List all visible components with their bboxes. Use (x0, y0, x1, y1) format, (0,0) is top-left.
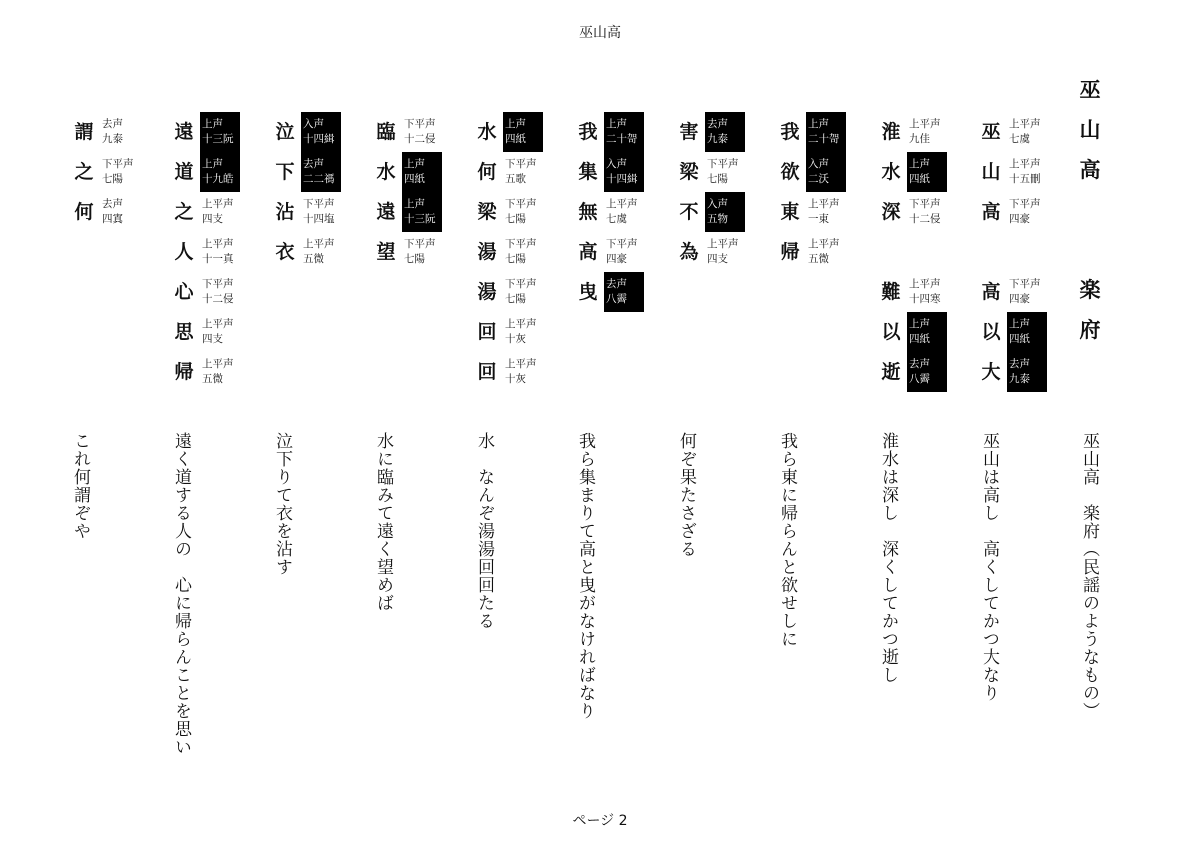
oblique-tone-label (402, 192, 442, 232)
poem-character: 山 (981, 161, 1001, 183)
poem-column (473, 112, 563, 402)
rhyme-group: 五微 (202, 373, 223, 385)
rhyme-group: 七陽 (505, 213, 526, 225)
character-cell (977, 152, 1067, 192)
tone-category: 下平声 (606, 238, 638, 250)
rhyme-group: 八霽 (606, 293, 627, 305)
poem-character: 帰 (780, 241, 800, 263)
tone-category: 去声 (303, 158, 324, 170)
character-cell (170, 112, 260, 152)
character-cell (877, 192, 967, 232)
level-tone-label (402, 232, 442, 272)
tone-category: 上平声 (202, 318, 234, 330)
tone-category: 下平声 (202, 278, 234, 290)
rhyme-group: 二十哿 (808, 133, 840, 145)
character-cell (372, 232, 462, 272)
character-cell (877, 272, 967, 312)
tone-category: 去声 (102, 198, 123, 210)
tone-category: 入声 (808, 158, 829, 170)
level-tone-label (1007, 152, 1047, 192)
poem-character: 深 (881, 201, 901, 223)
rhyme-group: 十九皓 (202, 173, 234, 185)
character-cell (977, 312, 1067, 352)
oblique-tone-label (604, 152, 644, 192)
level-tone-label (705, 152, 745, 192)
level-tone-label (200, 192, 240, 232)
rhyme-group: 九泰 (102, 133, 123, 145)
poem-character: 害 (679, 121, 699, 143)
rhyme-group: 七陽 (707, 173, 728, 185)
oblique-tone-label (907, 312, 947, 352)
poem-character: 沾 (275, 201, 295, 223)
rhyme-group: 十四塩 (303, 213, 335, 225)
oblique-tone-label (200, 112, 240, 152)
level-tone-label (604, 192, 644, 232)
heading-char: 山 (1079, 117, 1101, 142)
poem-character: 高 (981, 281, 1001, 303)
heading-char: 府 (1079, 317, 1101, 342)
rhyme-group: 七虞 (1009, 133, 1030, 145)
level-tone-label (200, 272, 240, 312)
tone-category: 入声 (707, 198, 728, 210)
poem-character: 回 (477, 361, 497, 383)
character-cell (977, 112, 1067, 152)
poem-character: 大 (981, 361, 1001, 383)
character-cell (675, 192, 765, 232)
rhyme-group: 十二侵 (909, 213, 941, 225)
character-cell (271, 112, 361, 152)
oblique-tone-label (503, 112, 543, 152)
poem-character: 遠 (376, 201, 396, 223)
level-tone-label (503, 232, 543, 272)
tone-category: 上平声 (202, 238, 234, 250)
poem-column (271, 112, 361, 402)
tone-category: 去声 (707, 118, 728, 130)
character-cell (170, 272, 260, 312)
poem-character: 湯 (477, 281, 497, 303)
character-cell (675, 232, 765, 272)
level-tone-label (1007, 272, 1047, 312)
tone-category: 上声 (404, 158, 425, 170)
level-tone-label (100, 152, 140, 192)
oblique-tone-label (907, 152, 947, 192)
poem-character: 水 (477, 121, 497, 143)
tone-category: 上平声 (606, 198, 638, 210)
oblique-tone-label (1007, 352, 1047, 392)
rhyme-group: 四支 (202, 213, 223, 225)
tone-category: 上平声 (909, 278, 941, 290)
tone-category: 下平声 (505, 158, 537, 170)
level-tone-label (200, 312, 240, 352)
level-tone-label (604, 232, 644, 272)
rhyme-group: 二二禡 (303, 173, 335, 185)
poem-character: 思 (174, 321, 194, 343)
tone-category: 上声 (404, 198, 425, 210)
tone-category: 上平声 (909, 118, 941, 130)
rhyme-group: 十三阮 (404, 213, 436, 225)
page-title: 巫山高 (579, 25, 621, 41)
poem-column (170, 112, 260, 402)
translation-line: 巫山高 楽府（民謡のようなもの） (1079, 432, 1099, 720)
poem-character: 集 (578, 161, 598, 183)
tone-category: 下平声 (404, 118, 436, 130)
rhyme-group: 五微 (303, 253, 324, 265)
tone-category: 上平声 (505, 318, 537, 330)
level-tone-label (705, 232, 745, 272)
character-cell (70, 152, 160, 192)
character-cell (877, 312, 967, 352)
poem-character: 高 (578, 241, 598, 263)
translation-line: これ何謂ぞや (70, 432, 90, 540)
poem-column (977, 112, 1067, 402)
character-cell (776, 152, 866, 192)
character-cell (70, 192, 160, 232)
character-cell (473, 192, 563, 232)
poem-character: 下 (275, 161, 295, 183)
character-cell (372, 152, 462, 192)
tone-category: 去声 (909, 358, 930, 370)
character-cell (977, 352, 1067, 392)
poem-character: 之 (74, 161, 94, 183)
rhyme-group: 十五刪 (1009, 173, 1041, 185)
tone-category: 去声 (1009, 358, 1030, 370)
character-cell (473, 112, 563, 152)
translation-line: 淮水は深し 深くしてかつ逝し (878, 432, 898, 684)
heading-char: 巫 (1079, 77, 1101, 102)
character-cell (473, 272, 563, 312)
rhyme-group: 七陽 (505, 293, 526, 305)
poem-character: 為 (679, 241, 699, 263)
rhyme-group: 七虞 (606, 213, 627, 225)
character-cell (675, 112, 765, 152)
rhyme-group: 四豪 (606, 253, 627, 265)
translation-line: 泣下りて衣を沾す (272, 432, 292, 576)
character-cell (70, 112, 160, 152)
poem-character: 以 (981, 321, 1001, 343)
oblique-tone-label (806, 112, 846, 152)
poem-column (675, 112, 765, 402)
character-cell (977, 272, 1067, 312)
translation-line: 何ぞ果たさざる (676, 432, 696, 558)
tone-category: 下平声 (505, 238, 537, 250)
rhyme-group: 十一真 (202, 253, 234, 265)
rhyme-group: 十二侵 (202, 293, 234, 305)
poem-character: 之 (174, 201, 194, 223)
character-cell (473, 312, 563, 352)
character-cell (776, 232, 866, 272)
character-cell (473, 352, 563, 392)
tone-category: 下平声 (1009, 278, 1041, 290)
level-tone-label (301, 232, 341, 272)
rhyme-group: 九泰 (1009, 373, 1030, 385)
level-tone-label (806, 192, 846, 232)
rhyme-group: 九泰 (707, 133, 728, 145)
tone-category: 上声 (505, 118, 526, 130)
poem-character: 難 (881, 281, 901, 303)
rhyme-group: 十三阮 (202, 133, 234, 145)
level-tone-label (907, 272, 947, 312)
tone-category: 下平声 (909, 198, 941, 210)
character-cell (776, 192, 866, 232)
tone-category: 上声 (202, 158, 223, 170)
poem-character: 巫 (981, 121, 1001, 143)
poem-character: 無 (578, 201, 598, 223)
tone-category: 入声 (606, 158, 627, 170)
character-cell (977, 192, 1067, 232)
poem-character: 我 (578, 121, 598, 143)
rhyme-group: 七陽 (404, 253, 425, 265)
tone-category: 上平声 (1009, 158, 1041, 170)
rhyme-group: 九佳 (909, 133, 930, 145)
tone-category: 上平声 (707, 238, 739, 250)
level-tone-label (301, 192, 341, 232)
level-tone-label (1007, 112, 1047, 152)
rhyme-group: 十四緝 (303, 133, 335, 145)
character-cell (170, 232, 260, 272)
rhyme-group: 八霽 (909, 373, 930, 385)
level-tone-label (503, 352, 543, 392)
poem-character: 湯 (477, 241, 497, 263)
page-number: ページ 2 (572, 813, 628, 829)
tone-category: 上平声 (808, 198, 840, 210)
character-cell (271, 192, 361, 232)
rhyme-group: 四紙 (1009, 333, 1030, 345)
poem-character: 梁 (477, 201, 497, 223)
rhyme-group: 十灰 (505, 333, 526, 345)
character-cell (271, 232, 361, 272)
poem-character: 不 (679, 201, 699, 223)
level-tone-label (907, 112, 947, 152)
rhyme-group: 十二侵 (404, 133, 436, 145)
poem-column (877, 112, 967, 402)
rhyme-group: 五歌 (505, 173, 526, 185)
poem-character: 以 (881, 321, 901, 343)
level-tone-label (1007, 192, 1047, 232)
poem-column (776, 112, 866, 402)
level-tone-label (200, 352, 240, 392)
poem-character: 梁 (679, 161, 699, 183)
oblique-tone-label (806, 152, 846, 192)
character-cell (170, 192, 260, 232)
rhyme-group: 七陽 (102, 173, 123, 185)
oblique-tone-label (301, 112, 341, 152)
character-cell (574, 192, 664, 232)
oblique-tone-label (402, 152, 442, 192)
level-tone-label (200, 232, 240, 272)
rhyme-group: 四支 (202, 333, 223, 345)
tone-category: 上声 (808, 118, 829, 130)
rhyme-group: 十灰 (505, 373, 526, 385)
tone-category: 下平声 (505, 278, 537, 290)
oblique-tone-label (604, 112, 644, 152)
rhyme-group: 四寘 (102, 213, 123, 225)
poem-character: 泣 (275, 121, 295, 143)
character-cell (574, 272, 664, 312)
rhyme-group: 四支 (707, 253, 728, 265)
poem-character: 遠 (174, 121, 194, 143)
oblique-tone-label (705, 192, 745, 232)
poem-character: 人 (174, 241, 194, 263)
character-cell (574, 112, 664, 152)
level-tone-label (503, 152, 543, 192)
tone-category: 上平声 (303, 238, 335, 250)
character-cell (170, 312, 260, 352)
heading-char: 高 (1079, 157, 1101, 182)
rhyme-group: 四豪 (1009, 213, 1030, 225)
character-cell (776, 112, 866, 152)
level-tone-label (503, 272, 543, 312)
tone-category: 下平声 (707, 158, 739, 170)
rhyme-group: 二沃 (808, 173, 829, 185)
poem-character: 帰 (174, 361, 194, 383)
oblique-tone-label (1007, 312, 1047, 352)
poem-character: 曳 (578, 281, 598, 303)
tone-category: 下平声 (1009, 198, 1041, 210)
poem-character: 水 (881, 161, 901, 183)
translation-line: 遠く道する人の 心に帰らんことを思い (171, 432, 191, 756)
tone-category: 上平声 (505, 358, 537, 370)
tone-category: 去声 (606, 278, 627, 290)
translation-line: 水 なんぞ湯湯回回たる (474, 432, 494, 630)
poem-character: 心 (174, 281, 194, 303)
poem-character: 欲 (780, 161, 800, 183)
poem-character: 高 (981, 201, 1001, 223)
tone-category: 上声 (1009, 318, 1030, 330)
translation-line: 巫山は高し 高くしてかつ大なり (979, 432, 999, 702)
character-cell (372, 192, 462, 232)
level-tone-label (100, 112, 140, 152)
tone-category: 下平声 (404, 238, 436, 250)
rhyme-group: 四紙 (909, 173, 930, 185)
character-cell (877, 152, 967, 192)
oblique-tone-label (604, 272, 644, 312)
character-cell (170, 152, 260, 192)
rhyme-group: 二十哿 (606, 133, 638, 145)
tone-category: 上平声 (202, 198, 234, 210)
tone-category: 上声 (202, 118, 223, 130)
rhyme-group: 五微 (808, 253, 829, 265)
oblique-tone-label (907, 352, 947, 392)
character-cell (877, 352, 967, 392)
rhyme-group: 四紙 (505, 133, 526, 145)
poem-character: 逝 (881, 361, 901, 383)
poem-column (372, 112, 462, 402)
rhyme-group: 四豪 (1009, 293, 1030, 305)
poem-character: 淮 (881, 121, 901, 143)
rhyme-group: 四紙 (404, 173, 425, 185)
poem-character: 東 (780, 201, 800, 223)
poem-character: 望 (376, 241, 396, 263)
translation-line: 水に臨みて遠く望めば (373, 432, 393, 612)
poem-character: 臨 (376, 121, 396, 143)
translation-line: 我ら東に帰らんと欲せしに (777, 432, 797, 648)
level-tone-label (503, 312, 543, 352)
poem-column (70, 112, 160, 402)
character-cell (574, 232, 664, 272)
character-cell (877, 112, 967, 152)
level-tone-label (100, 192, 140, 232)
poem-character: 何 (74, 201, 94, 223)
oblique-tone-label (200, 152, 240, 192)
character-cell (271, 152, 361, 192)
tone-category: 下平声 (505, 198, 537, 210)
character-cell (372, 112, 462, 152)
poem-character: 回 (477, 321, 497, 343)
tone-category: 上声 (909, 318, 930, 330)
tone-category: 去声 (102, 118, 123, 130)
oblique-tone-label (705, 112, 745, 152)
tone-category: 上平声 (808, 238, 840, 250)
character-cell (473, 152, 563, 192)
level-tone-label (402, 112, 442, 152)
level-tone-label (503, 192, 543, 232)
tone-category: 下平声 (102, 158, 134, 170)
tone-category: 上平声 (202, 358, 234, 370)
rhyme-group: 七陽 (505, 253, 526, 265)
poem-column (574, 112, 664, 402)
poem-character: 謂 (74, 121, 94, 143)
heading-char: 楽 (1079, 277, 1101, 302)
rhyme-group: 十四緝 (606, 173, 638, 185)
tone-category: 入声 (303, 118, 324, 130)
tone-category: 上平声 (1009, 118, 1041, 130)
poem-character: 衣 (275, 241, 295, 263)
rhyme-group: 四紙 (909, 333, 930, 345)
character-cell (574, 152, 664, 192)
poem-character: 道 (174, 161, 194, 183)
tone-category: 上声 (606, 118, 627, 130)
tone-category: 上声 (909, 158, 930, 170)
character-cell (473, 232, 563, 272)
poem-character: 我 (780, 121, 800, 143)
character-cell (170, 352, 260, 392)
level-tone-label (806, 232, 846, 272)
level-tone-label (907, 192, 947, 232)
poem-character: 何 (477, 161, 497, 183)
translation-line: 我ら集まりて高と曳がなければなり (575, 432, 595, 720)
rhyme-group: 十四寒 (909, 293, 941, 305)
rhyme-group: 五物 (707, 213, 728, 225)
tone-category: 下平声 (303, 198, 335, 210)
character-cell (675, 152, 765, 192)
poem-character: 水 (376, 161, 396, 183)
rhyme-group: 一東 (808, 213, 829, 225)
oblique-tone-label (301, 152, 341, 192)
